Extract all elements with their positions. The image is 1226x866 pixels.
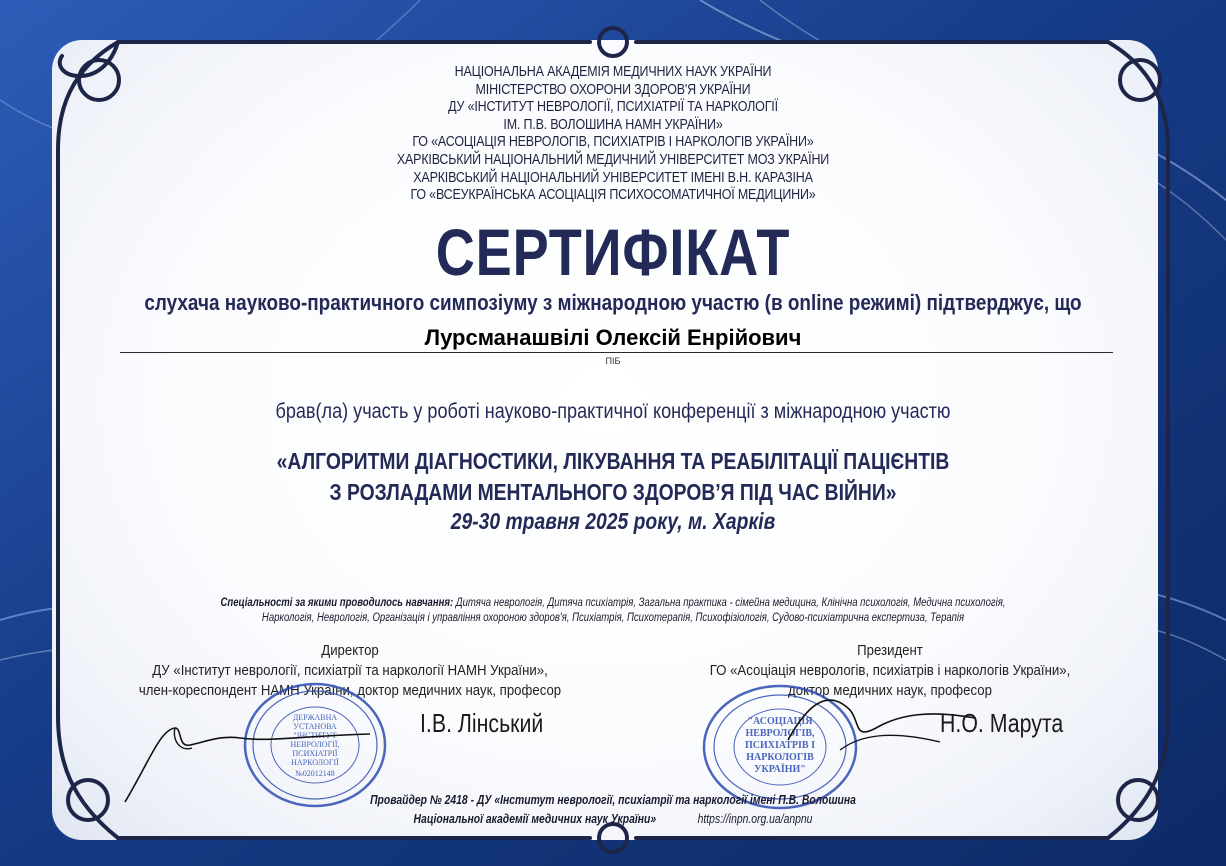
signatory-credentials: доктор медичних наук, професор — [788, 682, 992, 699]
organization-line: ГО «ВСЕУКРАЇНСЬКА АСОЦІАЦІЯ ПСИХОСОМАТИЧНОЇ МЕДИЦИНИ» — [410, 187, 816, 204]
signatory-position: Директор — [321, 642, 379, 659]
svg-text:НЕВРОЛОГІВ,: НЕВРОЛОГІВ, — [745, 728, 815, 739]
provider-block — [104, 791, 1122, 829]
conference-title-line: «АЛГОРИТМИ ДІАГНОСТИКИ, ЛІКУВАННЯ ТА РЕАБІЛІТАЦІЇ ПАЦІЄНТІВ — [276, 448, 950, 474]
svg-text:ДЕРЖАВНА: ДЕРЖАВНА — [292, 713, 338, 722]
signatory-position: Президент — [857, 642, 923, 659]
svg-text:"ІНСТИТУТ: "ІНСТИТУТ — [293, 731, 337, 740]
organization-line: МІНІСТЕРСТВО ОХОРОНИ ЗДОРОВ'Я УКРАЇНИ — [475, 81, 751, 98]
svg-text:№02012148: №02012148 — [295, 769, 335, 778]
organization-line: ХАРКІВСЬКИЙ НАЦІОНАЛЬНИЙ УНІВЕРСИТЕТ ІМЕНІ В.Н. КАРАЗІНА — [413, 169, 813, 186]
specialties-block — [104, 596, 1122, 626]
svg-text:ПСИХІАТРІВ І: ПСИХІАТРІВ І — [745, 740, 815, 751]
provider-url[interactable]: https://inpn.org.ua/anpnu — [697, 812, 813, 826]
conference-title — [98, 446, 1128, 508]
specialties-line: Дитяча неврологія, Дитяча психіатрія, Загальна практика - сімейна медицина, Клінічна психологія, Медична психологія, — [455, 597, 1006, 609]
left-signatory-name: І.В. Лінський — [420, 708, 544, 738]
certificate-title: СЕРТИФІКАТ — [435, 215, 791, 289]
name-underline — [120, 352, 1113, 353]
organization-line: ГО «АСОЦІАЦІЯ НЕВРОЛОГІВ, ПСИХІАТРІВ І НАРКОЛОГІВ УКРАЇНИ» — [412, 134, 814, 151]
participation-text: брав(ла) участь у роботі науково-практичної конференції з міжнародною участю — [275, 400, 951, 423]
signatory-credentials: член-кореспондент НАМН України, доктор медичних наук, професор — [138, 682, 562, 699]
organization-line: ДУ «ІНСТИТУТ НЕВРОЛОГІЇ, ПСИХІАТРІЇ ТА НАРКОЛОГІЇ — [448, 99, 778, 116]
right-signatory-name: Н.О. Марута — [940, 708, 1064, 738]
specialties-line: Наркологія, Неврологія, Організація і управління охороною здоров'я, Психіатрія, Психотерапія, Психофізіологія, Судово-психіатрична експертиза, Терапія — [261, 612, 965, 624]
right-handwritten-signature — [780, 680, 980, 770]
organization-line: НАЦІОНАЛЬНА АКАДЕМІЯ МЕДИЧНИХ НАУК УКРАЇНИ — [454, 64, 772, 80]
conference-date: 29-30 травня 2025 року, м. Харків — [450, 508, 776, 534]
svg-text:ПСИХІАТРІЇ: ПСИХІАТРІЇ — [292, 749, 338, 758]
confirmation-text: слухача науково-практичного симпозіуму з міжнародною участю (в online режимі) підтверджує, що — [144, 290, 1082, 315]
signatory-organization: ДУ «Інститут неврології, психіатрії та наркології НАМН України», — [152, 662, 548, 679]
specialties-label: Спеціальності за якими проводилось навчання: — [220, 597, 454, 609]
conference-title-line: З РОЗЛАДАМИ МЕНТАЛЬНОГО ЗДОРОВ’Я ПІД ЧАС ВІЙНИ» — [329, 479, 897, 505]
provider-line: Провайдер № 2418 - ДУ «Інститут неврології, психіатрії та наркології імені П.В. Волошина — [370, 793, 856, 807]
svg-text:НАРКОЛОГІЇ: НАРКОЛОГІЇ — [291, 758, 339, 767]
organizations-header — [86, 64, 1140, 205]
organization-line: ХАРКІВСЬКИЙ НАЦІОНАЛЬНИЙ МЕДИЧНИЙ УНІВЕРСИТЕТ МОЗ УКРАЇНИ — [396, 151, 830, 168]
name-caption: ПІБ — [605, 356, 621, 366]
svg-text:УКРАЇНИ": УКРАЇНИ" — [754, 764, 806, 775]
organization-line: ІМ. П.В. ВОЛОШИНА НАМН УКРАЇНИ» — [503, 116, 723, 133]
svg-text:"АСОЦІАЦІЯ: "АСОЦІАЦІЯ — [747, 716, 813, 727]
svg-text:УСТАНОВА: УСТАНОВА — [293, 722, 337, 731]
recipient-name: Лурсманашвілі Олексій Енрійович — [424, 325, 802, 350]
provider-line: Національної академії медичних наук України» — [413, 812, 657, 826]
svg-text:НАРКОЛОГІВ: НАРКОЛОГІВ — [746, 752, 814, 763]
signatory-organization: ГО «Асоціація неврологів, психіатрів і наркологів України», — [709, 662, 1071, 679]
svg-text:НЕВРОЛОГІЇ,: НЕВРОЛОГІЇ, — [290, 740, 340, 749]
